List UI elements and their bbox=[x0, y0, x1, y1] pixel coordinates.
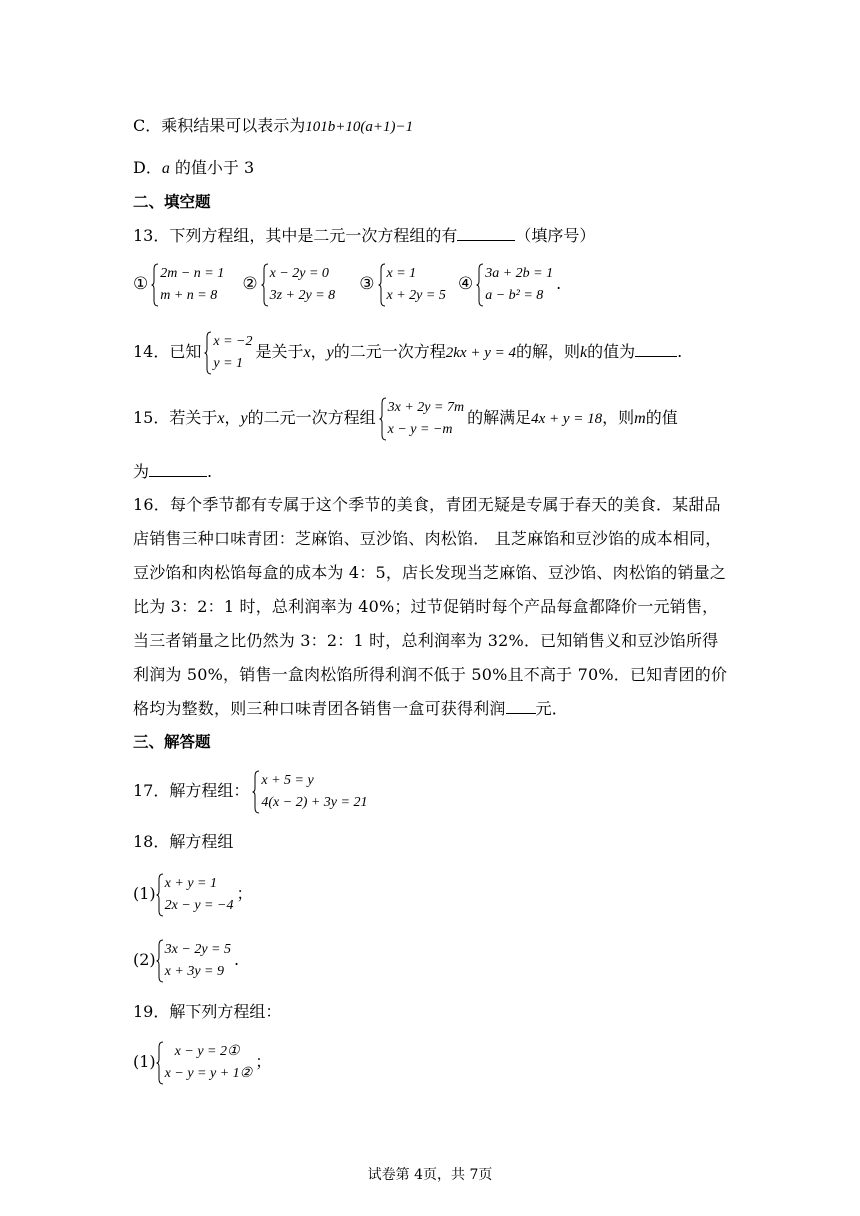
q13-mark-1: ① bbox=[133, 274, 149, 294]
section-fill-in-title: 二、填空题 bbox=[133, 193, 211, 211]
q13-answer-blank bbox=[457, 226, 515, 241]
q14-system bbox=[204, 331, 252, 375]
q16-answer-blank bbox=[506, 699, 536, 714]
q15-prefix: 15．若关于 bbox=[133, 408, 218, 427]
option-c-expression: 101b+10(a+1)−1 bbox=[305, 119, 414, 135]
q17-system bbox=[252, 770, 367, 814]
q14-answer-blank bbox=[635, 342, 677, 357]
option-d-prefix: D． bbox=[133, 158, 162, 177]
q18-p1-eq2: 2x − y = −4 bbox=[164, 897, 234, 913]
q17-eq2: 4(x − 2) + 3y = 21 bbox=[261, 794, 368, 810]
option-c bbox=[133, 116, 413, 137]
q17-eq1: x + 5 = y bbox=[261, 772, 314, 788]
q14-mid1: 是关于 bbox=[255, 342, 304, 361]
q13-system-3-eq1: x = 1 bbox=[386, 265, 417, 281]
q18-p1-label: (1) bbox=[133, 884, 156, 903]
q18-p2-eq1: 3x − 2y = 5 bbox=[164, 941, 231, 957]
q18-p2-label: (2) bbox=[133, 950, 156, 969]
q15-answer-blank bbox=[149, 462, 207, 477]
q15-var-y: y bbox=[240, 410, 248, 427]
option-d-text: 的值小于 3 bbox=[169, 158, 255, 177]
q14-end: . bbox=[677, 342, 683, 361]
q18-p1-eq1: x + y = 1 bbox=[164, 875, 217, 891]
question-15 bbox=[133, 396, 678, 441]
option-d bbox=[133, 158, 254, 179]
q13-system-2-eq1: x − 2y = 0 bbox=[269, 265, 329, 281]
q14-prefix: 14．已知 bbox=[133, 342, 202, 361]
q13-system-1-eq1: 2m − n = 1 bbox=[160, 265, 225, 281]
q14-mid2: 的二元一次方程 bbox=[333, 342, 446, 361]
q15-system bbox=[379, 397, 464, 441]
q15-var-x: x bbox=[217, 410, 225, 427]
q15-mid2: 的解满足 bbox=[467, 408, 532, 427]
q17-text: 17．解方程组： bbox=[133, 781, 250, 800]
q18-p2-system bbox=[156, 939, 231, 983]
question-15-line2 bbox=[133, 462, 212, 482]
page-footer: 试卷第 4页，共 7页 bbox=[367, 1167, 493, 1183]
question-19: 19．解下列方程组： bbox=[133, 1002, 282, 1021]
q13-system-3-eq2: x + 2y = 5 bbox=[386, 287, 446, 303]
q15-var-m: m bbox=[634, 410, 646, 427]
brace-icon bbox=[156, 1041, 164, 1085]
brace-icon bbox=[261, 263, 269, 307]
q14-eq2: y = 1 bbox=[213, 355, 244, 371]
q15-line2: 为 bbox=[133, 462, 150, 481]
q13-system-1-eq2: m + n = 8 bbox=[160, 287, 218, 303]
q13-system-1 bbox=[151, 263, 224, 307]
q13-system-2 bbox=[261, 263, 336, 307]
question-16 bbox=[133, 488, 733, 726]
question-17 bbox=[133, 769, 370, 814]
q15-condition: 4x + y = 18 bbox=[531, 411, 603, 427]
option-d-variable: a bbox=[161, 160, 170, 177]
q14-var-x: x bbox=[303, 344, 311, 361]
q19-p1-end: ； bbox=[255, 1052, 272, 1071]
q15-end: . bbox=[207, 462, 213, 481]
q18-p1-end: ； bbox=[236, 884, 253, 903]
option-c-text: C．乘积结果可以表示为 bbox=[133, 116, 306, 135]
q13-text: 13．下列方程组，其中是二元一次方程组的有 bbox=[133, 226, 458, 245]
section-answer-title: 三、解答题 bbox=[133, 733, 211, 751]
brace-icon bbox=[156, 873, 164, 917]
q13-system-3 bbox=[378, 263, 446, 307]
brace-icon bbox=[378, 263, 386, 307]
q15-mid3: ，则 bbox=[602, 408, 635, 427]
q13-end: . bbox=[556, 274, 562, 293]
q13-mark-3: ③ bbox=[359, 274, 375, 294]
q19-p1-eq1: x − y = 2① bbox=[174, 1043, 240, 1059]
q13-system-4 bbox=[476, 263, 553, 307]
q15-eq2: x − y = −m bbox=[387, 421, 453, 437]
q13-system-4-eq2: a − b² = 8 bbox=[485, 287, 544, 303]
brace-icon bbox=[151, 263, 159, 307]
q13-mark-2: ② bbox=[242, 274, 258, 294]
q15-comma: ， bbox=[224, 408, 241, 427]
brace-icon bbox=[379, 397, 387, 441]
q14-mid4: 的值为 bbox=[587, 342, 636, 361]
question-13 bbox=[133, 226, 595, 246]
brace-icon bbox=[156, 939, 164, 983]
q14-mid3: 的解，则 bbox=[515, 342, 580, 361]
q14-comma: ， bbox=[310, 342, 327, 361]
q13-mark-4: ④ bbox=[457, 274, 474, 294]
q14-var-k: k bbox=[579, 344, 588, 361]
q13-system-2-eq2: 3z + 2y = 8 bbox=[269, 287, 336, 303]
q13-tail: （填序号） bbox=[515, 226, 596, 245]
brace-icon bbox=[476, 263, 484, 307]
q19-part-1 bbox=[133, 1040, 271, 1085]
q13-system-4-eq1: 3a + 2b = 1 bbox=[485, 265, 554, 281]
brace-icon bbox=[252, 770, 260, 814]
brace-icon bbox=[204, 331, 212, 375]
question-14 bbox=[133, 330, 682, 375]
q19-p1-label: (1) bbox=[133, 1052, 156, 1071]
q19-p1-system bbox=[156, 1041, 253, 1085]
q18-part-1 bbox=[133, 872, 252, 917]
q14-equation: 2kx + y = 4 bbox=[445, 345, 516, 361]
q18-p2-end: . bbox=[234, 950, 240, 969]
q15-eq1: 3x + 2y = 7m bbox=[387, 399, 465, 415]
q18-p1-system bbox=[156, 873, 234, 917]
q15-mid1: 的二元一次方程组 bbox=[247, 408, 376, 427]
q16-text: 16．每个季节都有专属于这个季节的美食，青团无疑是专属于春天的美食．某甜品店销售三种口味青团：芝麻馅、豆沙馅、肉松馅． 且芝麻馅和豆沙馅的成本相同，豆沙馅和肉松馅每盒的成本为 4：5，店长发现当芝麻馅、豆沙馅、肉松馅的销量之比为 3：2：1 时，总利润率为 40%；过节促销时每个产品每盒都降价一元销售，当三者销量之比仍然为 3：2：1 时，总利润率为 32%．已知销售义和豆沙馅所得利润为 50%，销售一盒肉松馅所得利润不低于 50%且不高于 70%．已知青团的价格均为整数，则三种口味青团各销售一盒可获得利润 bbox=[133, 495, 728, 718]
question-18: 18．解方程组 bbox=[133, 832, 234, 851]
q13-systems bbox=[133, 262, 561, 307]
q18-part-2 bbox=[133, 938, 239, 983]
q18-p2-eq2: x + 3y = 9 bbox=[164, 963, 224, 979]
q14-var-y: y bbox=[326, 344, 334, 361]
q19-p1-eq2: x − y = y + 1② bbox=[164, 1065, 253, 1081]
q15-mid4: 的值 bbox=[645, 408, 678, 427]
q16-end: 元． bbox=[535, 699, 569, 718]
q14-eq1: x = −2 bbox=[213, 333, 253, 349]
